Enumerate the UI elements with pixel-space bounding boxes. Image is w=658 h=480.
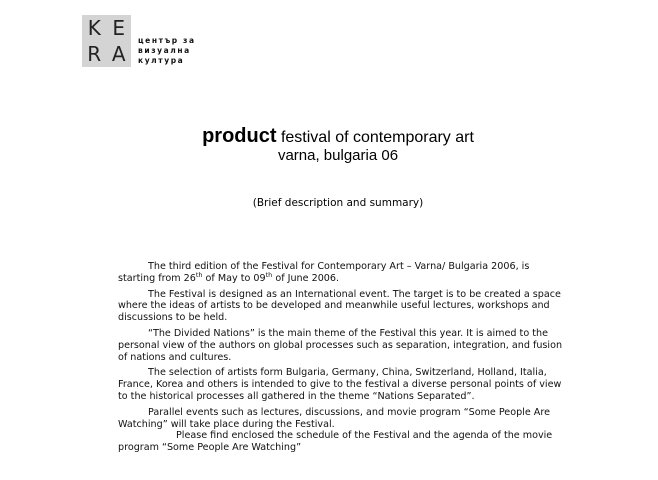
title-line-2: varna, bulgaria 06 [277, 147, 399, 164]
title-line-1 [0, 127, 658, 147]
p1-text-before: The third edition of the Festival for Contemporary Art – Varna/ Bulgaria 2006, is starting from 26 [118, 261, 530, 284]
p1-text-after: of June 2006. [272, 272, 340, 284]
logo-caption [138, 36, 196, 66]
paragraph-dates [118, 261, 568, 285]
paragraph-design: The Festival is designed as an International event. The target is to be created a space where the ideas of artists to be developed and meanwhile useful lectures, workshops and discussions to be held. [118, 288, 561, 324]
logo-letters [82, 15, 131, 67]
kera-logo [82, 15, 131, 67]
paragraph-schedule: Please find enclosed the schedule of the Festival and the agenda of the movie program “Some People Are Watching” [118, 430, 553, 454]
logo-letter-a: A [111, 42, 126, 66]
paragraph-theme: “The Divided Nations” is the main theme of the Festival this year. It is aimed to the personal view of the authors on global processes such as separation, integration, and fusion of nations and cultures. [118, 327, 563, 363]
paragraph-parallel-events: Parallel events such as lectures, discussions, and movie program “Some People Are Watching” will take place during the Festival. [118, 406, 550, 430]
p1-text-mid: of May to 09 [202, 272, 266, 284]
p1-sup-1: th [195, 270, 203, 279]
logo-caption-line3: култура [138, 56, 185, 65]
title-rest: festival of contemporary art [276, 129, 474, 146]
document-body [118, 261, 568, 458]
document-title [0, 127, 658, 165]
logo-caption-line2: визуална [138, 46, 191, 55]
title-bold: product [202, 125, 277, 147]
logo-letter-r: R [87, 42, 102, 66]
p1-sup-2: th [265, 270, 273, 279]
document-subtitle: (Brief description and summary) [252, 197, 424, 209]
paragraph-artists: The selection of artists form Bulgaria, Germany, China, Switzerland, Holland, Italia, France, Korea and others is intended to give to the festival a diverse personal points of view to the historical processes all gathered in the theme “Nations Separated”. [118, 367, 562, 402]
logo-caption-line1: център за [138, 36, 196, 45]
logo-letter-k: K [87, 16, 101, 40]
logo-letter-e: E [112, 16, 126, 40]
